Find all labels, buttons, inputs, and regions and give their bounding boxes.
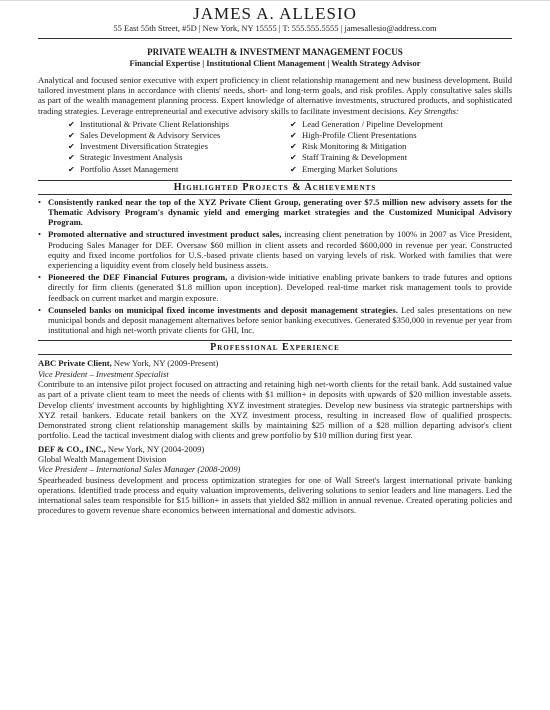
summary-paragraph xyxy=(38,75,512,116)
candidate-name: JAMES A. ALLESIO xyxy=(193,4,357,23)
strengths-right-column xyxy=(290,119,512,175)
bullet-icon: • xyxy=(38,272,42,283)
job-title: Vice President – Investment Specialist xyxy=(38,368,169,379)
bullet-icon: • xyxy=(38,229,42,240)
bullet-icon: • xyxy=(38,196,42,207)
summary-emphasis: Key Strengths: xyxy=(408,105,459,116)
strengths-left-column xyxy=(68,119,290,175)
strength-item: ✔ Investment Diversification Strategies xyxy=(68,141,208,152)
strength-item: ✔ Risk Monitoring & Mitigation xyxy=(290,141,407,152)
job-company-line xyxy=(38,444,512,454)
job-location: New York, NY (2009-Present) xyxy=(111,358,219,369)
job-entry xyxy=(38,358,512,440)
strength-item: ✔ High-Profile Client Presentations xyxy=(290,130,417,141)
job-description: Spearheaded business development and process optimization strategies for one of Wall Street's largest international private banking operations. Identified trade process and equity valuation improvements, delivering solutions to senior leaders and line managers. Led the international sales team responsible for $15 billion+ in assets that yielded $82 million in annual revenue. Created operating policies and procedures to govern revenue share economics between international and domestic advisors. xyxy=(38,474,512,516)
job-description: Contribute to an intensive pilot project focused on attracting and retaining high net-worth clients for the retail bank. Add sustained value as part of a private client team to meet the needs of clients with $1 million+ in deposits with upwards of $20 million investable assets. Develop clients' investment accounts by highlighting XYZ investment strategies. Develop new business via strategic partnerships with XYZ retail bankers. Educate retail bankers on the XYZ investment process, resulting in increased flow of qualified prospects. Demonstrated strong client relationship management skills by maintaining $25 million of a $28 million departing advisor's client portfolio. Lead the tactical investment dialog with clients and grew portfolio by $10 million during first year. xyxy=(38,379,512,441)
highlight-item: • Pioneered the DEF Financial Futures program, a division-wide initiative enabling private bankers to trade futures and options directly for firm clients (generated $1.8 million upon inception). Developed real-time market risk management tools to provide feedback on current market and margin exposure. xyxy=(38,272,512,303)
strength-item: ✔ Emerging Market Solutions xyxy=(290,163,398,174)
check-icon: ✔ xyxy=(68,142,75,152)
job-title: Vice President – International Sales Manager (2008-2009) xyxy=(38,464,241,475)
check-icon: ✔ xyxy=(290,153,297,163)
resume-header xyxy=(38,0,512,39)
check-icon: ✔ xyxy=(290,131,297,141)
check-icon: ✔ xyxy=(68,164,75,174)
experience-heading: Professional Experience xyxy=(38,340,512,355)
highlights-list xyxy=(38,197,512,336)
job-company-line xyxy=(38,358,512,368)
highlights-heading: Highlighted Projects & Achievements xyxy=(38,180,512,195)
strength-item: ✔ Institutional & Private Client Relationships xyxy=(68,118,229,129)
highlight-item: • Counseled banks on municipal fixed income investments and deposit management strategies. Led sales presentations on new municipal bonds and deposit management alternatives before senior banking executives. Generated $350,000 in revenue per year from institutional and high net-worth private clients for GHI, Inc. xyxy=(38,304,512,336)
top-divider xyxy=(0,0,550,1)
strength-item: ✔ Sales Development & Advisory Services xyxy=(68,130,221,141)
strength-item: ✔ Portfolio Asset Management xyxy=(68,163,179,174)
strength-item: ✔ Staff Training & Development xyxy=(290,152,408,163)
job-entry xyxy=(38,444,512,516)
check-icon: ✔ xyxy=(290,142,297,152)
summary-text: Analytical and focused senior executive with expert proficiency in client relationship management and new business development. Build tailored investment plans in accordance with clients' needs, short- and long-term goals, and risk profiles. Apply consultative sales skills as part of the wealth management planning process. Expert knowledge of alternative investments, structured products, and sophisticated trading strategies. Leverage entrepreneurial and executive advisory skills to facilitate investment decisions. xyxy=(38,75,512,116)
check-icon: ✔ xyxy=(290,164,297,174)
focus-subtitle: Financial Expertise | Institutional Client Management | Wealth Strategy Advisor xyxy=(129,58,421,68)
check-icon: ✔ xyxy=(68,131,75,141)
contact-line: 55 East 55th Street, #5D | New York, NY 15555 | T: 555.555.5555 | jamesallesio@address.com xyxy=(38,23,512,39)
key-strengths xyxy=(68,119,512,175)
job-company: DEF & CO., INC., xyxy=(38,443,106,454)
highlight-item: • Consistently ranked near the top of the XYZ Private Client Group, generating over $7.5 million new advisory assets for the Thematic Advisory Program's dynamic yield and emerging market strategies and the Customized Municipal Advisory Program. xyxy=(38,196,512,228)
check-icon: ✔ xyxy=(290,119,297,129)
check-icon: ✔ xyxy=(68,119,75,129)
focus-title: PRIVATE WEALTH & INVESTMENT MANAGEMENT FOCUS xyxy=(147,47,403,57)
bullet-icon: • xyxy=(38,304,42,315)
highlight-item: • Promoted alternative and structured investment product sales, increasing client penetration by 100% in 2007 as Vice President, Producing Sales Manager for DEF. Oversaw $60 million in client assets and recorded $600,000 in revenue per year. Constructed equity and fixed income portfolios for U.S.-based private clients based on varying levels of risk. Worked with families that were experiencing a liquidity event from closely held business assets. xyxy=(38,229,512,271)
job-company: ABC Private Client, xyxy=(38,358,112,369)
strength-item: ✔ Strategic Investment Analysis xyxy=(68,152,183,163)
strength-item: ✔ Lead Generation / Pipeline Development xyxy=(290,118,443,129)
check-icon: ✔ xyxy=(68,153,75,163)
job-division: Global Wealth Management Division xyxy=(38,453,167,464)
job-location: New York, NY (2004-2009) xyxy=(105,443,205,454)
